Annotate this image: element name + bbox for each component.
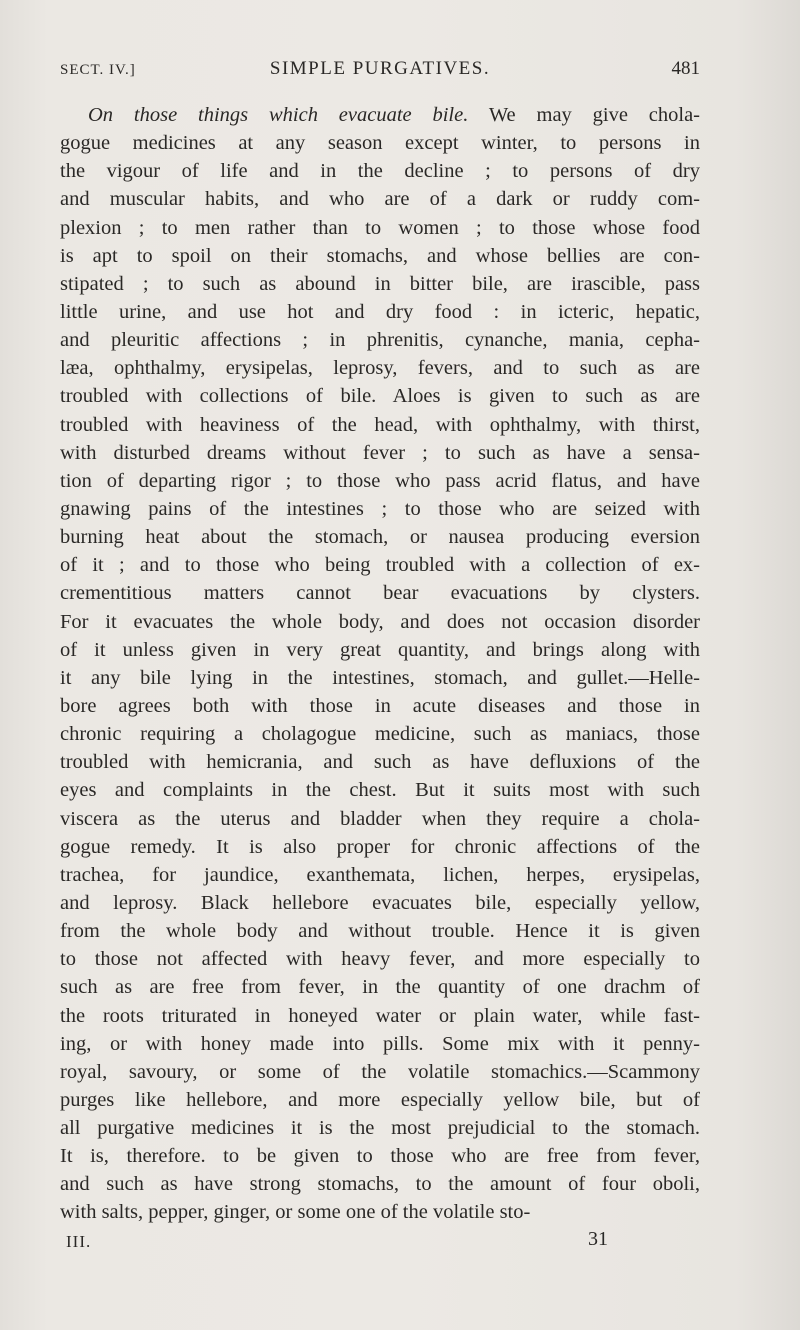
text-line: plexion ; to men rather than to women ; to those whose food <box>60 216 700 239</box>
text-line: chronic requiring a cholagogue medicine, such as maniacs, those <box>60 723 700 746</box>
paragraph-heading: On those things which evacuate bile. <box>88 104 469 126</box>
text-line: and muscular habits, and who are of a dark or ruddy com- <box>60 188 700 211</box>
text-line: læa, ophthalmy, erysipelas, leprosy, fevers, and to such as are <box>60 357 700 380</box>
text-lines <box>60 129 700 1226</box>
text-line: all purgative medicines it is the most prejudicial to the stomach. <box>60 1117 700 1140</box>
text-line: to those not affected with heavy fever, and more especially to <box>60 948 700 971</box>
text-line: stipated ; to such as abound in bitter bile, are irascible, pass <box>60 272 700 295</box>
text-line: the roots triturated in honeyed water or plain water, while fast- <box>60 1004 700 1027</box>
text-line: gnawing pains of the intestines ; to those who are seized with <box>60 497 700 520</box>
text-line: from the whole body and without trouble. Hence it is given <box>60 920 700 943</box>
page-number: 481 <box>671 58 700 79</box>
text-line: such as are free from fever, in the quantity of one drachm of <box>60 976 700 999</box>
text-line: little urine, and use hot and dry food : in icteric, hepatic, <box>60 300 700 323</box>
text-line: eyes and complaints in the chest. But it suits most with such <box>60 779 700 802</box>
text-line: the vigour of life and in the decline ; to persons of dry <box>60 160 700 183</box>
text-line: tion of departing rigor ; to those who pass acrid flatus, and have <box>60 469 700 492</box>
sheet-number: 31 <box>588 1228 608 1250</box>
page-footer <box>60 1228 700 1258</box>
text-line: with salts, pepper, ginger, or some one of the volatile sto- <box>60 1201 531 1224</box>
text-line: troubled with hemicrania, and such as have defluxions of the <box>60 751 700 774</box>
text-line: purges like hellebore, and more especially yellow bile, but of <box>60 1088 700 1111</box>
text-line: of it unless given in very great quantity, and brings along with <box>60 638 700 661</box>
text-line: For it evacuates the whole body, and does not occasion disorder <box>60 610 700 633</box>
text-line: of it ; and to those who being troubled with a collection of ex- <box>60 554 700 577</box>
section-marker: SECT. IV.] <box>60 62 136 78</box>
text-line: it any bile lying in the intestines, stomach, and gullet.—Helle- <box>60 666 700 689</box>
signature-mark: III. <box>66 1232 92 1251</box>
text-line-content: We may give chola- <box>488 104 700 126</box>
text-line: with disturbed dreams without fever ; to such as have a sensa- <box>60 441 700 464</box>
text-line: It is, therefore. to be given to those who are free from fever, <box>60 1145 700 1168</box>
body-text <box>60 101 700 1227</box>
text-line <box>60 101 700 129</box>
running-title: SIMPLE PURGATIVES. <box>269 58 491 79</box>
text-line: gogue medicines at any season except winter, to persons in <box>60 132 700 155</box>
text-line: burning heat about the stomach, or nausea producing eversion <box>60 526 700 549</box>
text-line: gogue remedy. It is also proper for chronic affections of the <box>60 835 700 858</box>
page-header <box>60 58 700 88</box>
text-line: royal, savoury, or some of the volatile stomachics.—Scammony <box>60 1060 700 1083</box>
text-line: crementitious matters cannot bear evacuations by clysters. <box>60 582 700 605</box>
text-line: trachea, for jaundice, exanthemata, lichen, herpes, erysipelas, <box>60 863 700 886</box>
text-line: bore agrees both with those in acute diseases and those in <box>60 694 700 717</box>
text-line: and leprosy. Black hellebore evacuates bile, especially yellow, <box>60 891 700 914</box>
text-line: and pleuritic affections ; in phrenitis, cynanche, mania, cepha- <box>60 329 700 352</box>
text-line: is apt to spoil on their stomachs, and whose bellies are con- <box>60 244 700 267</box>
text-line: and such as have strong stomachs, to the amount of four oboli, <box>60 1173 700 1196</box>
text-line: troubled with heaviness of the head, with ophthalmy, with thirst, <box>60 413 700 436</box>
text-line: viscera as the uterus and bladder when they require a chola- <box>60 807 700 830</box>
text-line: ing, or with honey made into pills. Some mix with it penny- <box>60 1032 700 1055</box>
text-line: troubled with collections of bile. Aloes is given to such as are <box>60 385 700 408</box>
